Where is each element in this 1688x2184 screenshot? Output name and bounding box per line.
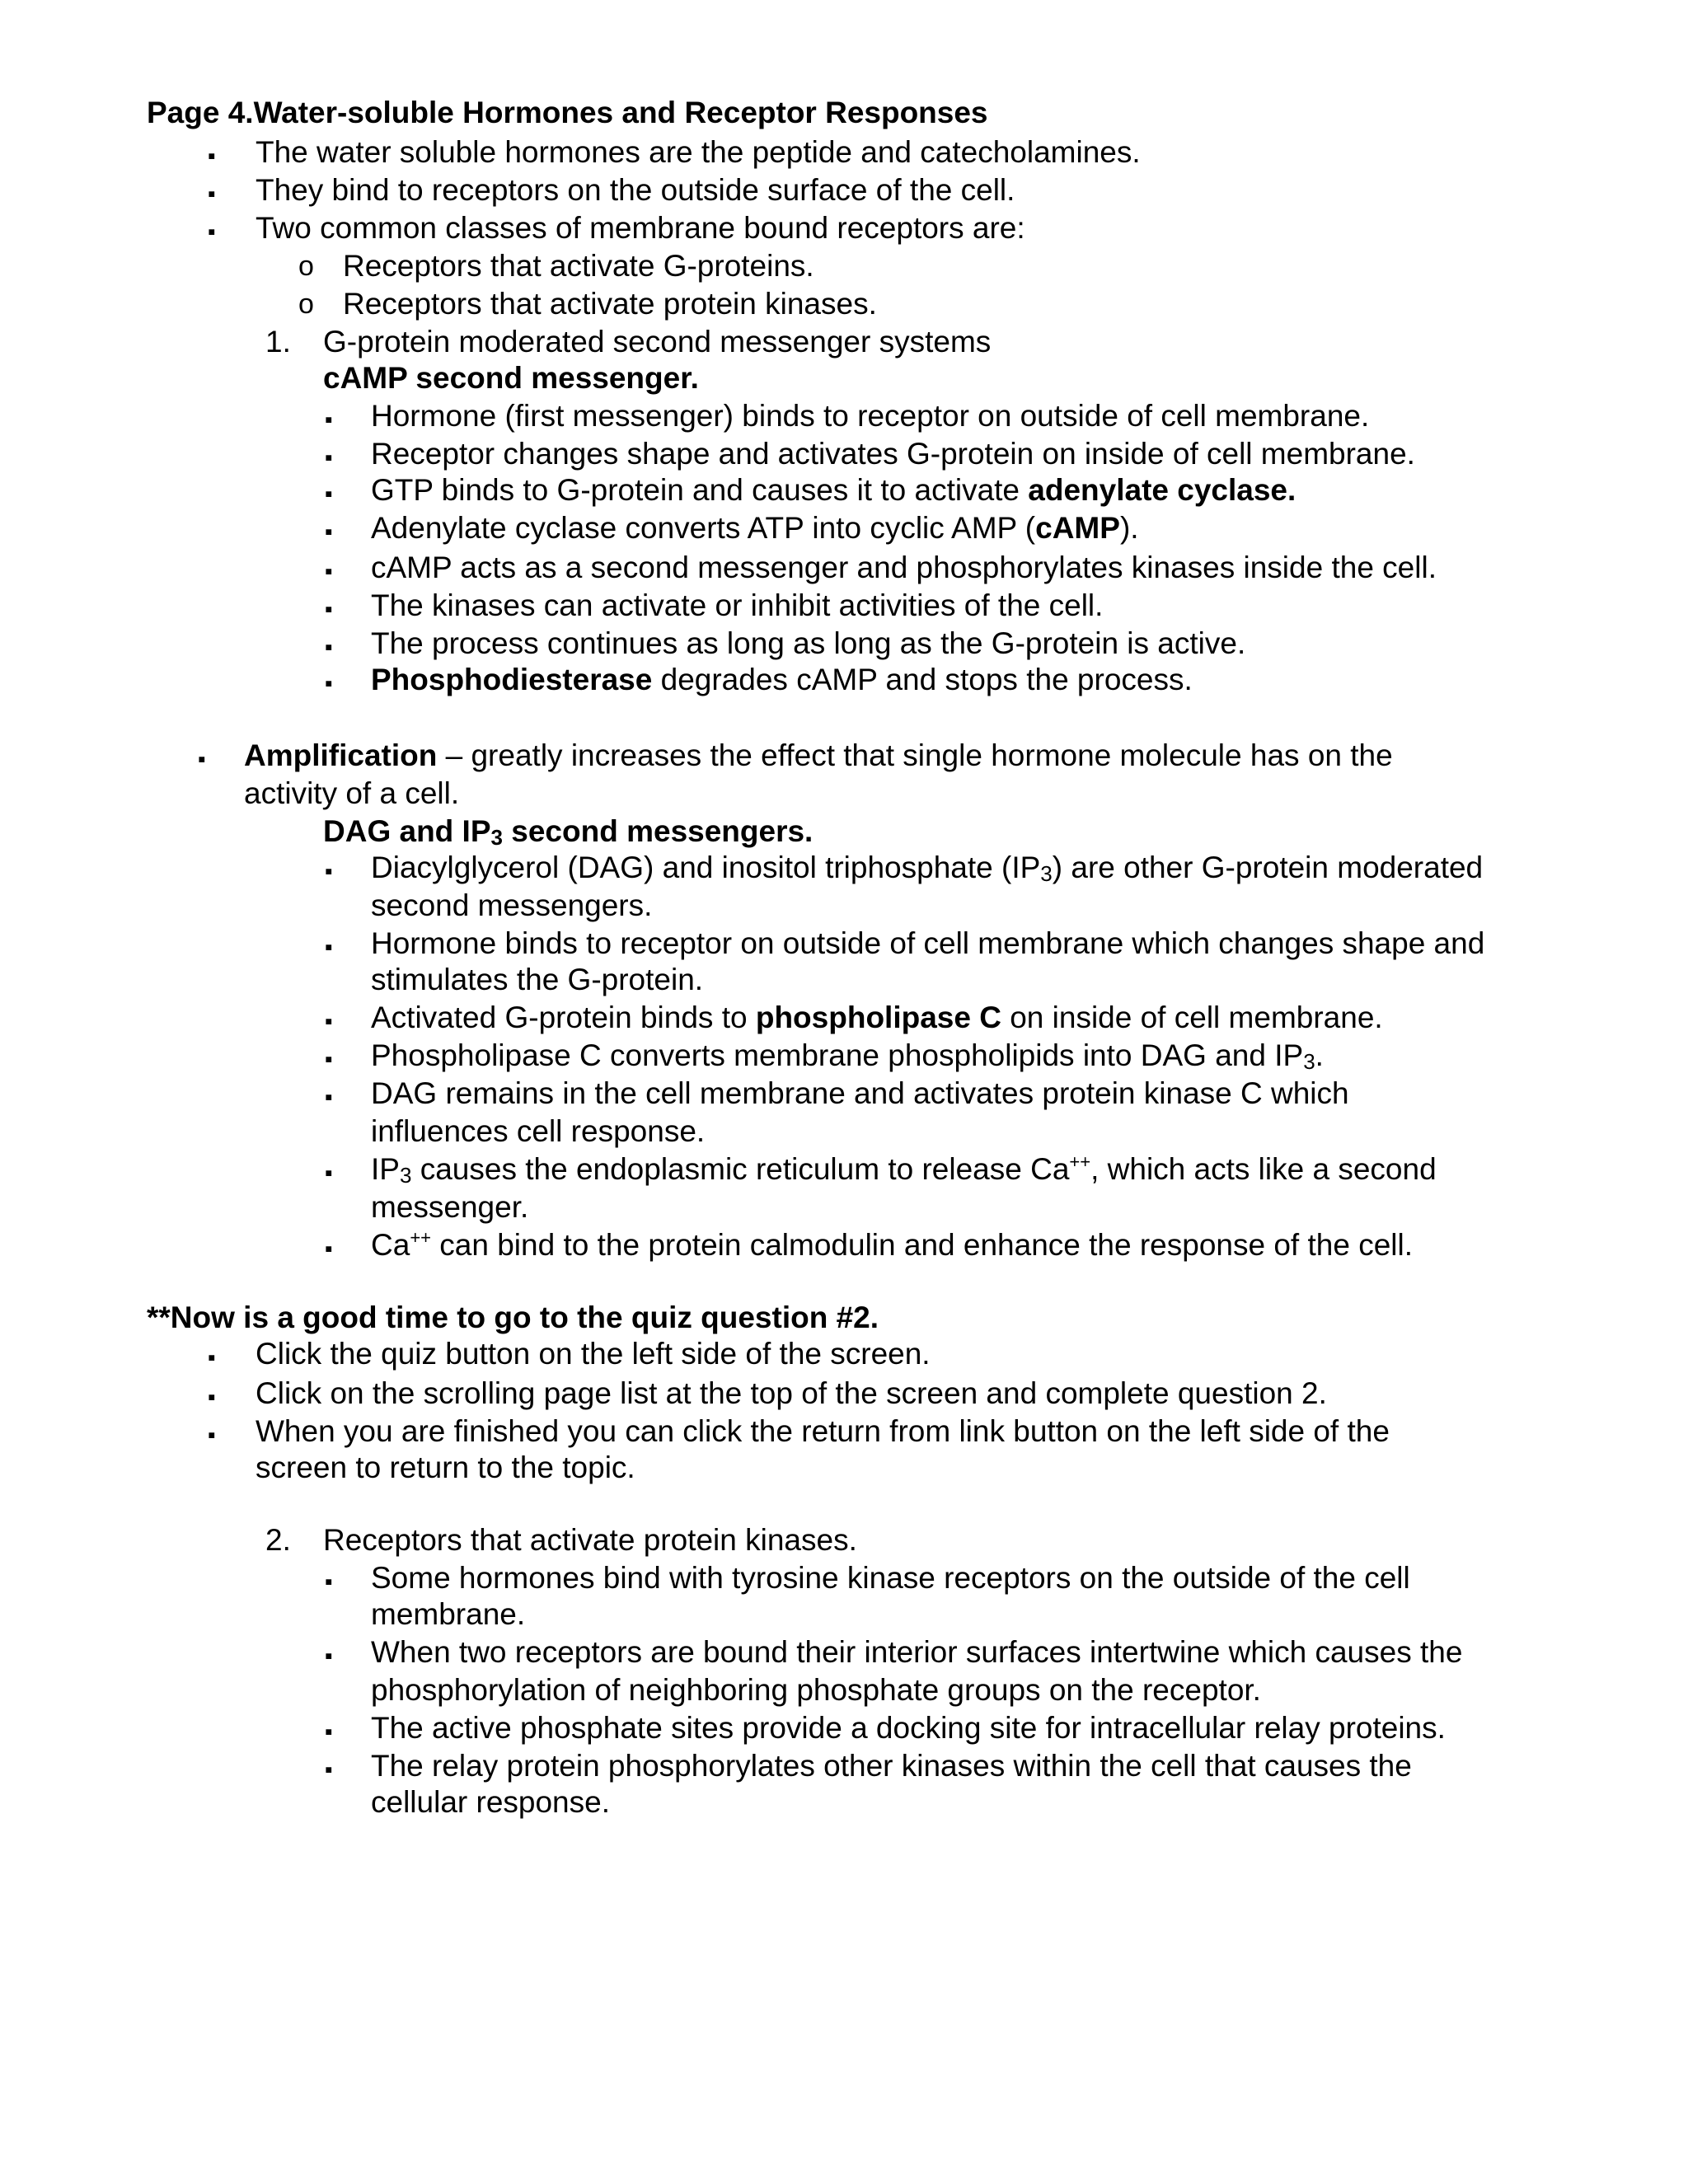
intro-item: They bind to receptors on the outside surface of the cell. (256, 173, 1015, 207)
text-run: second messengers. (503, 814, 814, 848)
list-item: Receptor changes shape and activates G-protein on inside of cell membrane. (371, 437, 1415, 471)
bullet-icon (325, 447, 333, 469)
bullet-icon (325, 1162, 333, 1184)
subheading (323, 361, 699, 396)
text-run: GTP binds to G-protein and causes it to activate (371, 473, 1029, 507)
text-run: Adenylate cyclase converts ATP into cyclic AMP ( (371, 511, 1036, 545)
bullet-icon (325, 409, 333, 431)
list-item: Click on the scrolling page list at the top of the screen and complete question 2. (256, 1376, 1327, 1410)
text-run: degrades cAMP and stops the process. (652, 663, 1193, 696)
list-item: The relay protein phosphorylates other kinases within the cell that causes the (371, 1749, 1412, 1783)
circle-bullet-icon (298, 288, 314, 321)
list-item: Hormone binds to receptor on outside of cell membrane which changes shape and (371, 926, 1485, 960)
bullet-icon (325, 636, 333, 658)
list-item: The kinases can activate or inhibit activities of the cell. (371, 588, 1104, 622)
bullet-icon (325, 521, 333, 543)
text-run: Phospholipase C converts membrane phospholipids into DAG and IP (371, 1038, 1304, 1072)
bullet-icon (208, 1424, 216, 1446)
bullet-icon (325, 936, 333, 958)
intro-item: The water soluble hormones are the peptide and catecholamines. (256, 135, 1141, 169)
subheading-text: cAMP second messenger. (323, 361, 699, 395)
list-item: When you are finished you can click the return from link button on the left side of the (256, 1414, 1390, 1448)
text-run: – greatly increases the effect that single hormone molecule has on the (437, 738, 1393, 772)
list-item-continuation: influences cell response. (371, 1114, 706, 1148)
subscript: 3 (399, 1163, 412, 1188)
list-item (371, 473, 1296, 509)
bullet-icon (325, 1645, 333, 1667)
list-item (371, 851, 1483, 887)
text-run: ) are other G-protein moderated (1052, 851, 1484, 884)
bold-term: adenylate cyclase. (1028, 473, 1296, 507)
receptor-class: Receptors that activate G-proteins. (343, 249, 814, 283)
list-item (371, 1228, 1413, 1263)
subheading (323, 814, 813, 851)
list-item (371, 511, 1139, 546)
list-item (371, 1152, 1437, 1188)
text-run: Diacylglycerol (DAG) and inositol triphosphate (IP (371, 851, 1041, 884)
list-item: The process continues as long as long as the G-protein is active. (371, 626, 1246, 660)
bullet-icon (208, 183, 216, 205)
bullet-icon (325, 1238, 333, 1260)
subscript: 3 (1303, 1049, 1315, 1074)
bullet-icon (325, 860, 333, 883)
page-title (147, 96, 988, 131)
text-run: can bind to the protein calmodulin and enhance the response of the cell. (431, 1228, 1413, 1262)
section-number: 1. (265, 325, 291, 359)
title-text: Water-soluble Hormones and Receptor Responses (253, 96, 988, 129)
bullet-icon (325, 483, 333, 505)
superscript: ++ (410, 1227, 432, 1248)
bullet-icon (325, 1759, 333, 1781)
bullet-icon (325, 1010, 333, 1033)
section-title: Receptors that activate protein kinases. (323, 1523, 857, 1557)
bullet-icon (325, 1571, 333, 1593)
bold-term: phospholipase C (755, 1001, 1001, 1034)
section-title: G-protein moderated second messenger systems (323, 325, 992, 359)
circle-bullet-icon (298, 251, 314, 283)
bold-term: cAMP (1035, 511, 1120, 545)
list-item: Some hormones bind with tyrosine kinase receptors on the outside of the cell (371, 1561, 1410, 1595)
bullet-icon (325, 598, 333, 621)
list-item-continuation: membrane. (371, 1597, 526, 1631)
intro-item: Two common classes of membrane bound receptors are: (256, 211, 1025, 245)
bullet-icon (325, 560, 333, 583)
list-item: Hormone (first messenger) binds to receptor on outside of cell membrane. (371, 399, 1370, 433)
text-run: on inside of cell membrane. (1001, 1001, 1383, 1034)
bold-term: Amplification (244, 738, 438, 772)
quiz-heading (147, 1301, 879, 1336)
list-item-continuation: stimulates the G-protein. (371, 963, 704, 996)
list-item-continuation: messenger. (371, 1190, 529, 1224)
bullet-icon (208, 221, 216, 243)
amplification-line: activity of a cell. (244, 776, 460, 810)
bullet-icon (198, 748, 206, 771)
bullet-icon (208, 1347, 216, 1369)
list-item-continuation: phosphorylation of neighboring phosphate groups on the receptor. (371, 1673, 1261, 1707)
text-run: Activated G-protein binds to (371, 1001, 756, 1034)
text-run: ). (1119, 511, 1139, 545)
superscript: ++ (1069, 1151, 1091, 1172)
bold-term: Phosphodiesterase (371, 663, 653, 696)
text-run: Ca (371, 1228, 410, 1262)
amplification-line (244, 738, 1393, 774)
receptor-class: Receptors that activate protein kinases. (343, 287, 877, 321)
text-run: . (1315, 1038, 1324, 1072)
list-item (371, 1001, 1383, 1036)
list-item: The active phosphate sites provide a docking site for intracellular relay proteins. (371, 1711, 1446, 1745)
quiz-heading-text: **Now is a good time to go to the quiz question #2. (147, 1301, 879, 1334)
bullet-icon (208, 1386, 216, 1408)
bullet-icon (208, 145, 216, 167)
list-item: cAMP acts as a second messenger and phosphorylates kinases inside the cell. (371, 551, 1437, 584)
subscript: 3 (1040, 861, 1053, 886)
text-run: , which acts like a second (1090, 1152, 1437, 1186)
bullet-icon (325, 1048, 333, 1071)
bullet-icon (325, 1086, 333, 1108)
list-item-continuation: cellular response. (371, 1785, 610, 1819)
list-item: Click the quiz button on the left side of the screen. (256, 1337, 931, 1371)
list-item-continuation: screen to return to the topic. (256, 1451, 635, 1484)
text-run: DAG and IP (323, 814, 491, 848)
list-item (371, 663, 1193, 698)
list-item: When two receptors are bound their interior surfaces intertwine which causes the (371, 1635, 1463, 1669)
section-number: 2. (265, 1523, 291, 1557)
list-item: DAG remains in the cell membrane and activates protein kinase C which (371, 1076, 1349, 1110)
bullet-icon (325, 1721, 333, 1743)
list-item (371, 1038, 1324, 1075)
text-run: IP (371, 1152, 400, 1186)
list-item-continuation: second messengers. (371, 888, 653, 922)
bullet-icon (325, 673, 333, 695)
subscript: 3 (490, 825, 503, 850)
text-run: causes the endoplasmic reticulum to release Ca (411, 1152, 1070, 1186)
page-label: Page 4. (147, 96, 254, 129)
